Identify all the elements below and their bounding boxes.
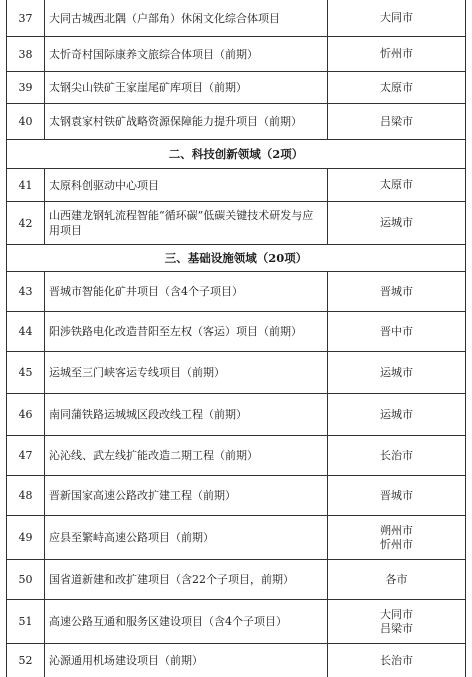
- row-number: 46: [7, 394, 45, 435]
- city-name: 晋城市: [380, 284, 413, 298]
- project-name: 国省道新建和改扩建项目（含22个子项目，前期）: [45, 560, 328, 599]
- city-name: 长治市: [380, 653, 413, 667]
- table-row: [6, 560, 466, 600]
- row-number: 41: [7, 169, 45, 201]
- city-name: 吕梁市: [380, 621, 413, 635]
- row-number: 52: [7, 644, 45, 677]
- project-name: 阳涉铁路电化改造昔阳至左权（客运）项目（前期）: [45, 312, 328, 351]
- city-name: 运城市: [380, 365, 413, 379]
- city-cell: [328, 644, 465, 677]
- city-name: 晋中市: [380, 324, 413, 338]
- city-name: 各市: [385, 572, 408, 586]
- project-name: 太忻奇村国际康养文旅综合体项目（前期）: [45, 37, 328, 71]
- row-number: 47: [7, 436, 45, 475]
- city-name: 忻州市: [380, 47, 413, 60]
- table-row: [6, 312, 466, 352]
- city-cell: [328, 37, 465, 71]
- row-number: 39: [7, 72, 45, 103]
- row-number: 38: [7, 37, 45, 71]
- row-number: 49: [7, 516, 45, 559]
- city-cell: [328, 560, 465, 599]
- city-name: 太原市: [380, 80, 413, 94]
- city-name: 运城市: [380, 407, 413, 421]
- city-name: 晋城市: [380, 488, 413, 502]
- project-name: 沁沁线、武左线扩能改造二期工程（前期）: [45, 436, 328, 475]
- city-cell: [328, 436, 465, 475]
- city-cell: [328, 0, 465, 36]
- city-cell: [328, 169, 465, 201]
- row-number: 42: [7, 202, 45, 244]
- section-header-infra: 三、基础设施领域（20项）: [6, 245, 466, 272]
- project-name: 应县至繁峙高速公路项目（前期）: [45, 516, 328, 559]
- table-row: [6, 72, 466, 104]
- project-name: 山西建龙钢轧流程智能“循环碳”低碳关键技术研发与应用项目: [45, 202, 328, 244]
- city-cell: [328, 476, 465, 515]
- project-name: 高速公路互通和服务区建设项目（含4个子项目）: [45, 600, 328, 643]
- city-cell: [328, 272, 465, 311]
- project-name: 运城至三门峡客运专线项目（前期）: [45, 352, 328, 393]
- table-row: [6, 37, 466, 72]
- city-cell: [328, 312, 465, 351]
- table-row: [6, 644, 466, 677]
- row-number: 45: [7, 352, 45, 393]
- table-row: [6, 0, 466, 37]
- row-number: 37: [7, 0, 45, 36]
- city-cell: [328, 352, 465, 393]
- table-row: [6, 516, 466, 560]
- city-cell: [328, 600, 465, 643]
- row-number: 43: [7, 272, 45, 311]
- city-name: 忻州市: [380, 537, 413, 551]
- table-row: [6, 104, 466, 140]
- project-name: 太原科创驱动中心项目: [45, 169, 328, 201]
- city-cell: [328, 516, 465, 559]
- city-cell: [328, 202, 465, 244]
- city-name: 大同市: [380, 607, 413, 621]
- table-row: [6, 272, 466, 312]
- row-number: 48: [7, 476, 45, 515]
- table-row: [6, 436, 466, 476]
- city-cell: [328, 394, 465, 435]
- row-number: 44: [7, 312, 45, 351]
- project-name: 南同蒲铁路运城城区段改线工程（前期）: [45, 394, 328, 435]
- project-name: 晋新国家高速公路改扩建工程（前期）: [45, 476, 328, 515]
- city-name: 朔州市: [380, 523, 413, 537]
- project-name: 沁源通用机场建设项目（前期）: [45, 644, 328, 677]
- table-row: [6, 202, 466, 245]
- project-name: 晋城市智能化矿井项目（含4个子项目）: [45, 272, 328, 311]
- section-header-tech: 二、科技创新领域（2项）: [6, 140, 466, 169]
- project-name: 太钢尖山铁矿王家崖尾矿库项目（前期）: [45, 72, 328, 103]
- table-row: [6, 352, 466, 394]
- project-table: [6, 0, 466, 677]
- table-row: [6, 394, 466, 436]
- project-name: 大同古城西北隅（户部角）休闲文化综合体项目: [45, 0, 328, 36]
- project-name: 太钢袁家村铁矿战略资源保障能力提升项目（前期）: [45, 104, 328, 139]
- table-row: [6, 169, 466, 202]
- table-row: [6, 476, 466, 516]
- city-name: 大同市: [380, 11, 413, 24]
- city-cell: [328, 72, 465, 103]
- row-number: 50: [7, 560, 45, 599]
- city-name: 太原市: [380, 178, 413, 191]
- row-number: 51: [7, 600, 45, 643]
- city-name: 吕梁市: [380, 114, 413, 128]
- city-name: 长治市: [380, 448, 413, 462]
- table-row: [6, 600, 466, 644]
- row-number: 40: [7, 104, 45, 139]
- city-name: 运城市: [380, 216, 413, 229]
- city-cell: [328, 104, 465, 139]
